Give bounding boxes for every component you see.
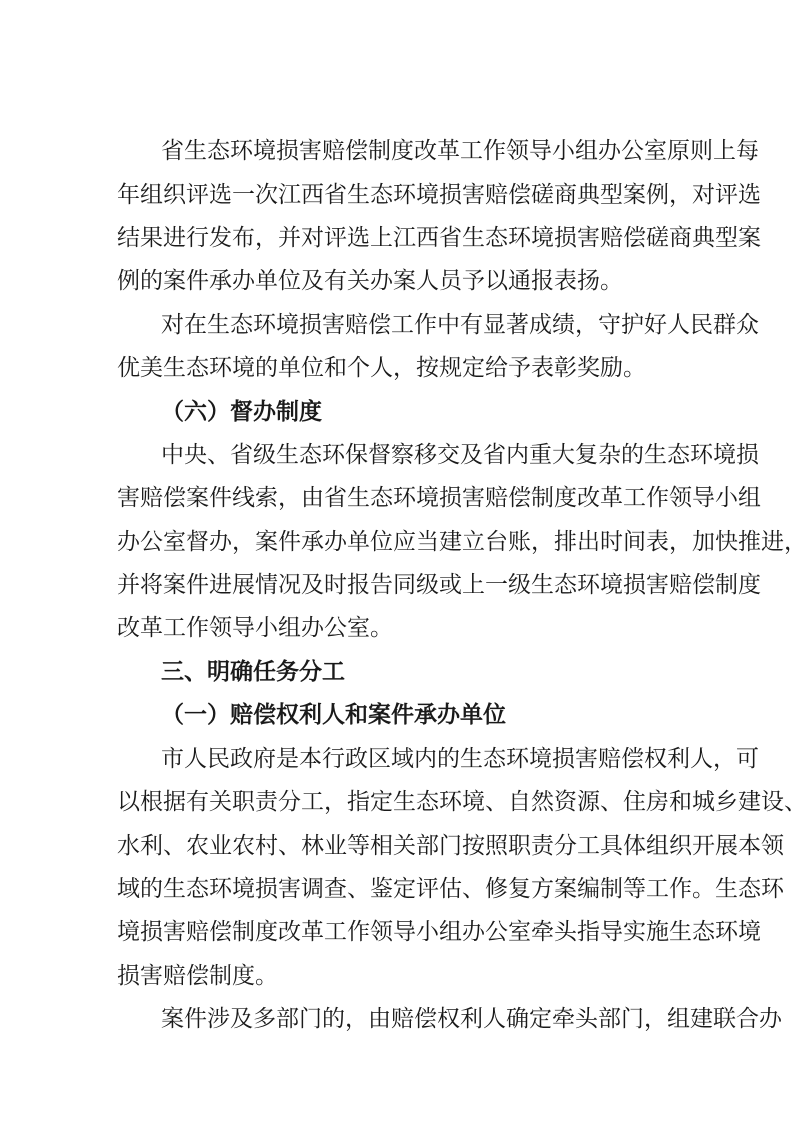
section-heading: （一）赔偿权利人和案件承办单位 (161, 701, 506, 728)
text-line: 省生态环境损害赔偿制度改革工作领导小组办公室原则上每 (161, 138, 759, 164)
chapter-heading: 三、明确任务分工 (161, 659, 345, 685)
text-line: 域的生态环境损害调查、鉴定评估、修复方案编制等工作。生态环 (117, 876, 784, 902)
text-line: 水利、农业农村、林业等相关部门按照职责分工具体组织开展本领 (117, 833, 784, 859)
text-line: 害赔偿案件线索，由省生态环境损害赔偿制度改革工作领导小组 (117, 485, 761, 511)
text-line: 损害赔偿制度。 (117, 963, 278, 989)
text-line: 以根据有关职责分工，指定生态环境、自然资源、住房和城乡建设、 (117, 789, 807, 815)
text-line: 对在生态环境损害赔偿工作中有显著成绩，守护好人民群众 (161, 312, 759, 338)
text-line: 市人民政府是本行政区域内的生态环境损害赔偿权利人，可 (161, 746, 759, 772)
text-line: 案件涉及多部门的，由赔偿权利人确定牵头部门，组建联合办 (161, 1006, 782, 1032)
text-line: 优美生态环境的单位和个人，按规定给予表彰奖励。 (117, 355, 646, 381)
section-heading: （六）督办制度 (161, 398, 322, 425)
text-line: 结果进行发布，并对评选上江西省生态环境损害赔偿磋商典型案 (117, 225, 761, 251)
text-line: 中央、省级生态环保督察移交及省内重大复杂的生态环境损 (161, 442, 759, 468)
text-line: 办公室督办，案件承办单位应当建立台账，排出时间表，加快推进， (117, 529, 807, 555)
text-line: 改革工作领导小组办公室。 (117, 615, 393, 641)
text-line: 年组织评选一次江西省生态环境损害赔偿磋商典型案例，对评选 (117, 182, 761, 208)
text-line: 境损害赔偿制度改革工作领导小组办公室牵头指导实施生态环境 (117, 919, 761, 945)
text-line: 并将案件进展情况及时报告同级或上一级生态环境损害赔偿制度 (117, 572, 761, 598)
text-line: 例的案件承办单位及有关办案人员予以通报表扬。 (117, 268, 623, 294)
